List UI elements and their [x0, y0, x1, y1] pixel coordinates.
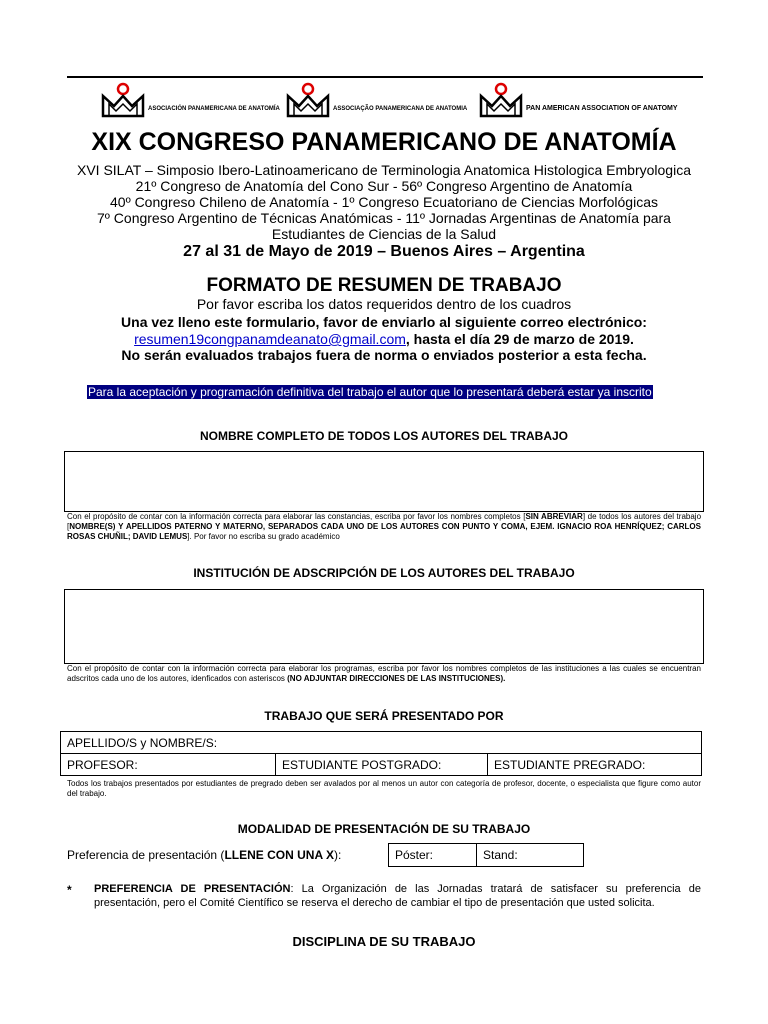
authors-note: Con el propósito de contar con la información correcta para elaborar las constancias, escriba por favor los nombres completos [SIN ABREVIAR] de todos los autores del trabajo [NOMBRE(S) Y APELLIDOS PATERNO Y MATERNO, SEPARADOS CADA UNO DE LOS AUTORES CON PUNTO Y COMA, EJEM. IGNACIO ROA HENRÍQUEZ; CARLOS ROSAS CHUÑIL; DAVID LEMUS]. Por favor no escriba su grado académico [67, 512, 702, 541]
anatomy-association-logo-icon [285, 82, 331, 118]
institution-heading: INSTITUCIÓN DE ADSCRIPCIÓN DE LOS AUTORES DEL TRABAJO [193, 566, 575, 580]
profesor-label: PROFESOR: [67, 758, 138, 772]
stand-label: Stand: [483, 848, 518, 862]
header-line-5: Estudiantes de Ciencias de la Salud [271, 226, 497, 242]
presenter-heading: TRABAJO QUE SERÁ PRESENTADO POR [264, 709, 504, 723]
form-title: FORMATO DE RESUMEN DE TRABAJO [206, 275, 562, 296]
pregrado-label: ESTUDIANTE PREGRADO: [494, 758, 646, 772]
modality-heading: MODALIDAD DE PRESENTACIÓN DE SU TRABAJO [237, 822, 531, 836]
postgrado-label: ESTUDIANTE POSTGRADO: [282, 758, 442, 772]
pregrado-field[interactable] [487, 753, 702, 776]
institution-note: Con el propósito de contar con la información correcta para elaborar los programas, escriba por favor los nombres completos de las instituciones a las cuales se encuentran adscritos cada uno de los autores, idenficados con asteriscos (NO ADJUNTAR DIRECCIONES DE LAS INSTITUCIONES). [67, 664, 701, 683]
presenter-name-label: APELLIDO/S y NOMBRE/S: [67, 736, 218, 750]
note-bullet: * [67, 883, 72, 897]
preference-label: Preferencia de presentación (LLENE CON UNA X): [67, 848, 342, 862]
registration-banner: Para la aceptación y programación definitiva del trabajo el autor que lo presentará deberá estar ya inscrito [88, 385, 652, 399]
header-line-4: 7º Congreso Argentino de Técnicas Anatómicas - 11º Jornadas Argentinas de Anatomía para [97, 210, 671, 226]
header-line-3: 40º Congreso Chileno de Anatomía - 1º Congreso Ecuatoriano de Ciencias Morfológicas [110, 194, 658, 210]
logo-text: ASOCIACIÓN PANAMERICANA DE ANATOMÍA [148, 106, 280, 112]
poster-option-field[interactable] [388, 843, 477, 867]
authors-input-box[interactable] [64, 451, 704, 512]
profesor-field[interactable] [60, 753, 276, 776]
email-line [0, 331, 768, 347]
anatomy-association-logo-icon [478, 82, 524, 118]
authors-heading: NOMBRE COMPLETO DE TODOS LOS AUTORES DEL TRABAJO [199, 429, 569, 443]
discipline-heading: DISCIPLINA DE SU TRABAJO [292, 934, 476, 949]
congress-title: XIX CONGRESO PANAMERICANO DE ANATOMÍA [91, 128, 677, 156]
form-send-instruction: Una vez lleno este formulario, favor de enviarlo al siguiente correo electrónico: [121, 314, 647, 330]
top-rule [67, 76, 703, 78]
anatomy-association-logo-icon [100, 82, 146, 118]
logo-text: PAN AMERICAN ASSOCIATION OF ANATOMY [526, 105, 678, 112]
poster-label: Póster: [395, 848, 434, 862]
stand-option-field[interactable] [476, 843, 584, 867]
presenter-note: Todos los trabajos presentados por estudiantes de pregrado deben ser avalados por al menos un autor con categoría de profesor, docente, o especialista que figure como autor del trabajo. [67, 779, 701, 798]
postgrado-field[interactable] [275, 753, 488, 776]
presenter-name-field[interactable] [60, 731, 702, 754]
logo-spanish [100, 82, 280, 118]
email-link[interactable]: resumen19congpanamdeanato@gmail.com [134, 331, 406, 347]
institution-input-box[interactable] [64, 589, 704, 664]
logo-english [478, 82, 678, 118]
warning-text: No serán evaluados trabajos fuera de norma o enviados posterior a esta fecha. [121, 347, 647, 363]
deadline-text: , hasta el día 29 de marzo de 2019. [405, 331, 634, 347]
header-line-1: XVI SILAT – Simposio Ibero-Latinoamericano de Terminologia Anatomica Histologica Embryologica [77, 162, 691, 178]
header-line-2: 21º Congreso de Anatomía del Cono Sur - 56º Congreso Argentino de Anatomía [135, 178, 633, 194]
preference-note: PREFERENCIA DE PRESENTACIÓN: La Organización de las Jornadas tratará de satisfacer su preferencia de presentación, pero el Comité Científico se reserva el derecho de cambiar el tipo de presentación que usted solicita. [94, 883, 701, 909]
congress-dates: 27 al 31 de Mayo de 2019 – Buenos Aires – Argentina [183, 243, 585, 260]
form-instruction: Por favor escriba los datos requeridos dentro de los cuadros [196, 296, 572, 312]
logo-portuguese [285, 82, 467, 118]
logo-text: ASSOCIAÇÃO PANAMERICANA DE ANATOMIA [333, 106, 468, 112]
